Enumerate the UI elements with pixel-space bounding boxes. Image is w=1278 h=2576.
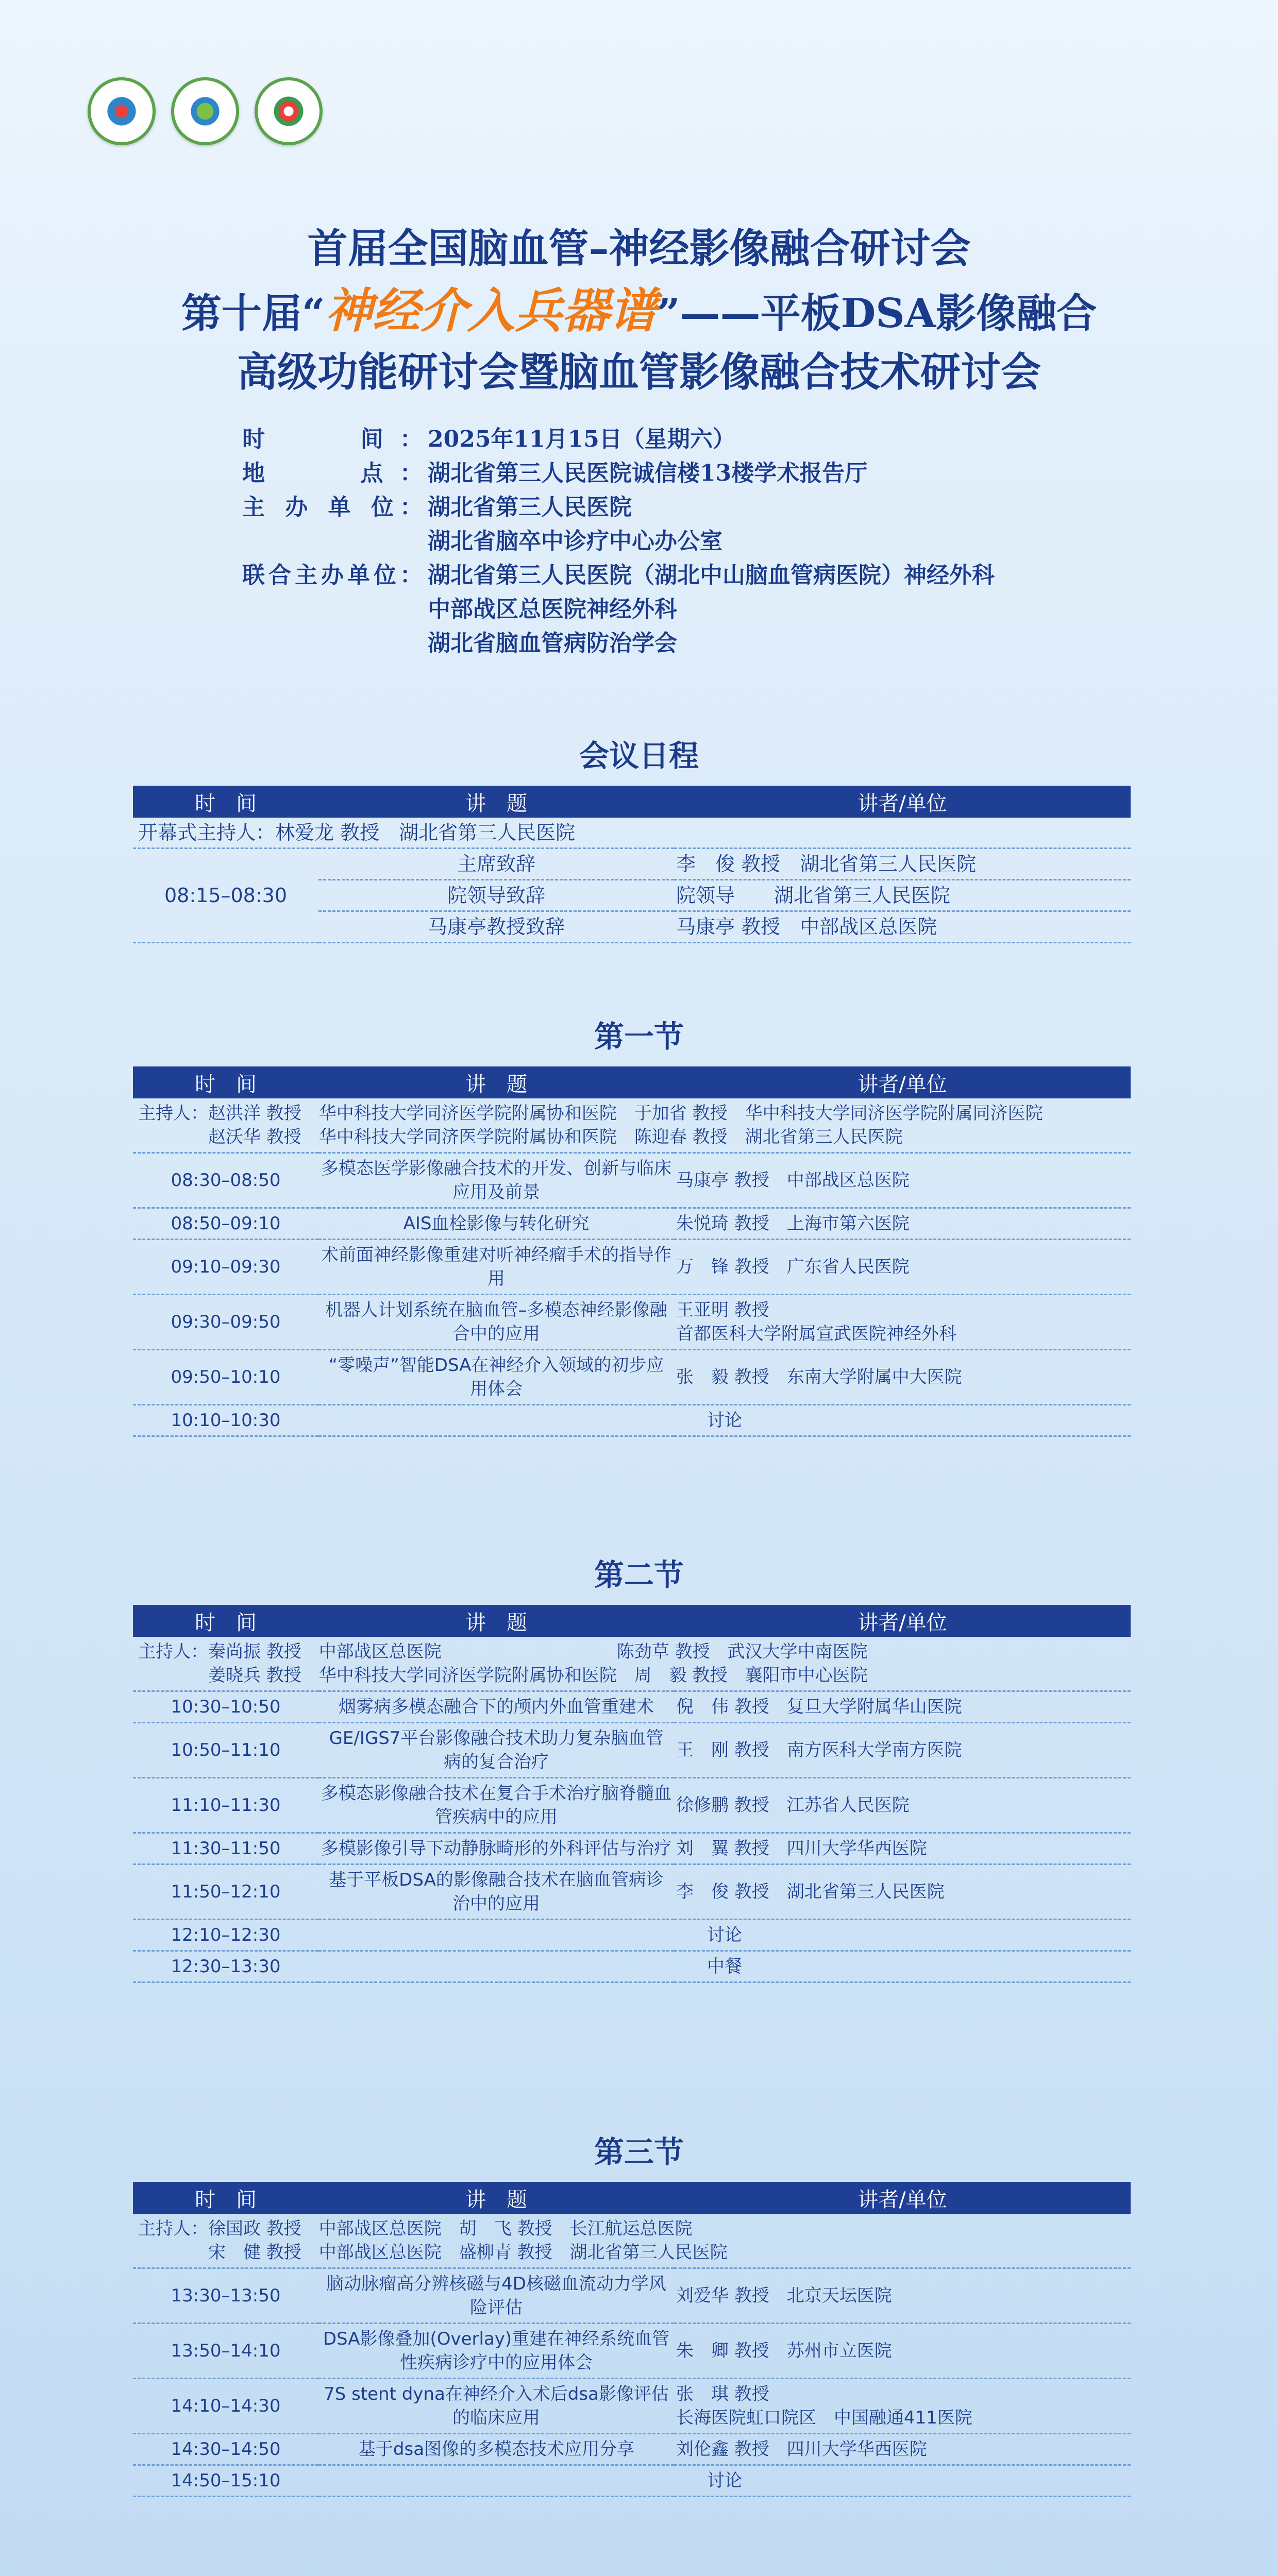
speaker-cell: 马康亭 教授 中部战区总医院 bbox=[674, 1153, 1131, 1208]
section-host bbox=[133, 1098, 1131, 1153]
header-speaker: 讲者/单位 bbox=[674, 1605, 1131, 1637]
hospital-logo-3 bbox=[255, 77, 323, 145]
header-topic: 讲 题 bbox=[318, 1605, 674, 1637]
topic-cell: 讨论 bbox=[318, 1405, 1131, 1436]
speaker-cell: 刘 翼 教授 四川大学华西医院 bbox=[674, 1833, 1131, 1865]
table-row bbox=[133, 1920, 1131, 1951]
place-key: 地 点： bbox=[242, 460, 423, 486]
table-row bbox=[133, 2434, 1131, 2465]
speaker-cell: 倪 伟 教授 复旦大学附属华山医院 bbox=[674, 1691, 1131, 1723]
speaker-cell: 朱悦琦 教授 上海市第六医院 bbox=[674, 1208, 1131, 1240]
section-2-title: 第二节 bbox=[594, 1557, 684, 1592]
topic-cell: 脑动脉瘤高分辨核磁与4D核磁血流动力学风险评估 bbox=[318, 2268, 674, 2324]
title-line-3: 高级功能研讨会暨脑血管影像融合技术研讨会 bbox=[237, 349, 1041, 396]
co-host-value-2: 中部战区总医院神经外科 bbox=[428, 596, 677, 622]
speaker-cell: 张 毅 教授 东南大学附属中大医院 bbox=[674, 1350, 1131, 1405]
title-line-2 bbox=[0, 273, 1278, 341]
time-cell: 11:50–12:10 bbox=[133, 1865, 318, 1920]
time-key: 时 间： bbox=[242, 426, 423, 452]
topic-cell: 院领导致辞 bbox=[318, 880, 674, 911]
table-row bbox=[133, 2465, 1131, 2497]
speaker-cell: 张 琪 教授 长海医院虹口院区 中国融通411医院 bbox=[674, 2379, 1131, 2434]
table-row bbox=[133, 1778, 1131, 1833]
table-row bbox=[133, 2324, 1131, 2379]
topic-cell: 讨论 bbox=[318, 2465, 1131, 2497]
topic-cell: 中餐 bbox=[318, 1951, 1131, 1982]
place-value: 湖北省第三人民医院诚信楼13楼学术报告厅 bbox=[428, 460, 868, 486]
table-row bbox=[133, 1865, 1131, 1920]
table-row bbox=[133, 1833, 1131, 1865]
co-host-key: 联合主办单位： bbox=[242, 562, 423, 588]
header-topic: 讲 题 bbox=[318, 786, 674, 818]
table-row bbox=[133, 1240, 1131, 1295]
topic-cell: 7S stent dyna在神经介入术后dsa影像评估的临床应用 bbox=[318, 2379, 674, 2434]
schedule-title: 会议日程 bbox=[579, 738, 699, 773]
table-row bbox=[133, 1350, 1131, 1405]
header-topic: 讲 题 bbox=[318, 2182, 674, 2214]
time-cell: 09:50–10:10 bbox=[133, 1350, 318, 1405]
time-cell: 09:10–09:30 bbox=[133, 1240, 318, 1295]
table-row bbox=[133, 2268, 1131, 2324]
section-3-table bbox=[133, 2182, 1131, 2497]
speaker-cell: 徐修鹏 教授 江苏省人民医院 bbox=[674, 1778, 1131, 1833]
topic-cell: GE/IGS7平台影像融合技术助力复杂脑血管病的复合治疗 bbox=[318, 1723, 674, 1778]
speaker-cell: 王 刚 教授 南方医科大学南方医院 bbox=[674, 1723, 1131, 1778]
topic-cell: AIS血栓影像与转化研究 bbox=[318, 1208, 674, 1240]
table-row bbox=[133, 1208, 1131, 1240]
title2-highlight: 神经介入兵器谱 bbox=[325, 283, 657, 338]
time-cell: 11:10–11:30 bbox=[133, 1778, 318, 1833]
header-speaker: 讲者/单位 bbox=[674, 1066, 1131, 1098]
table-row bbox=[133, 1405, 1131, 1436]
table-row bbox=[133, 849, 1131, 880]
topic-cell: 多模态影像融合技术在复合手术治疗脑脊髓血管疾病中的应用 bbox=[318, 1778, 674, 1833]
host-key: 主 办 单 位： bbox=[242, 494, 423, 520]
topic-cell: 术前面神经影像重建对听神经瘤手术的指导作用 bbox=[318, 1240, 674, 1295]
time-cell: 13:30–13:50 bbox=[133, 2268, 318, 2324]
topic-cell: 基于平板DSA的影像融合技术在脑血管病诊治中的应用 bbox=[318, 1865, 674, 1920]
time-cell: 09:30–09:50 bbox=[133, 1295, 318, 1350]
header-time: 时 间 bbox=[133, 786, 318, 818]
table-row bbox=[133, 2379, 1131, 2434]
speaker-cell: 李 俊 教授 湖北省第三人民医院 bbox=[674, 1865, 1131, 1920]
table-row bbox=[133, 1691, 1131, 1723]
logo-row bbox=[88, 77, 323, 145]
topic-cell: 马康亭教授致辞 bbox=[318, 911, 674, 943]
header-time: 时 间 bbox=[133, 2182, 318, 2214]
speaker-cell: 朱 卿 教授 苏州市立医院 bbox=[674, 2324, 1131, 2379]
header-time: 时 间 bbox=[133, 1605, 318, 1637]
host-value-2: 湖北省脑卒中诊疗中心办公室 bbox=[428, 528, 722, 554]
time-cell: 13:50–14:10 bbox=[133, 2324, 318, 2379]
time-cell: 11:30–11:50 bbox=[133, 1833, 318, 1865]
title2-post: ”——平板DSA影像融合 bbox=[657, 290, 1097, 337]
host-line: 主持人：赵洪洋 教授 华中科技大学同济医学院附属协和医院 于加省 教授 华中科技大学同济医学院附属同济医院 bbox=[138, 1103, 1043, 1124]
table-row bbox=[133, 1153, 1131, 1208]
topic-cell: 多模态医学影像融合技术的开发、创新与临床应用及前景 bbox=[318, 1153, 674, 1208]
meeting-info bbox=[242, 422, 995, 660]
header-time: 时 间 bbox=[133, 1066, 318, 1098]
section-2-table bbox=[133, 1605, 1131, 1983]
host-line: 赵沃华 教授 华中科技大学同济医学院附属协和医院 陈迎春 教授 湖北省第三人民医院 bbox=[138, 1127, 903, 1147]
co-host-value-3: 湖北省脑血管病防治学会 bbox=[428, 630, 677, 656]
co-host-value-1: 湖北省第三人民医院（湖北中山脑血管病医院）神经外科 bbox=[428, 562, 995, 588]
topic-cell: 讨论 bbox=[318, 1920, 1131, 1951]
section-1-table bbox=[133, 1066, 1131, 1437]
table-row bbox=[133, 1723, 1131, 1778]
topic-cell: 多模影像引导下动静脉畸形的外科评估与治疗 bbox=[318, 1833, 674, 1865]
time-cell: 10:10–10:30 bbox=[133, 1405, 318, 1436]
section-1-title: 第一节 bbox=[594, 1019, 684, 1054]
host-line: 姜晓兵 教授 华中科技大学同济医学院附属协和医院 周 毅 教授 襄阳市中心医院 bbox=[138, 1665, 868, 1686]
time-cell: 14:30–14:50 bbox=[133, 2434, 318, 2465]
time-cell: 14:50–15:10 bbox=[133, 2465, 318, 2497]
time-cell: 08:30–08:50 bbox=[133, 1153, 318, 1208]
speaker-cell: 王亚明 教授 首都医科大学附属宣武医院神经外科 bbox=[674, 1295, 1131, 1350]
speaker-cell: 刘爱华 教授 北京天坛医院 bbox=[674, 2268, 1131, 2324]
header-speaker: 讲者/单位 bbox=[674, 786, 1131, 818]
title-line-1: 首届全国脑血管–神经影像融合研讨会 bbox=[307, 225, 971, 272]
schedule-table bbox=[133, 786, 1131, 943]
host-value-1: 湖北省第三人民医院 bbox=[428, 494, 632, 520]
time-cell: 08:50–09:10 bbox=[133, 1208, 318, 1240]
header-topic: 讲 题 bbox=[318, 1066, 674, 1098]
section-3-title: 第三节 bbox=[594, 2134, 684, 2170]
topic-cell: DSA影像叠加(Overlay)重建在神经系统血管性疾病诊疗中的应用体会 bbox=[318, 2324, 674, 2379]
speaker-cell: 马康亭 教授 中部战区总医院 bbox=[674, 911, 1131, 943]
speaker-cell: 万 锋 教授 广东省人民医院 bbox=[674, 1240, 1131, 1295]
topic-cell: 烟雾病多模态融合下的颅内外血管重建术 bbox=[318, 1691, 674, 1723]
host-line: 主持人：秦尚振 教授 中部战区总医院 陈劲草 教授 武汉大学中南医院 bbox=[138, 1641, 868, 1662]
time-cell: 10:50–11:10 bbox=[133, 1723, 318, 1778]
table-row bbox=[133, 1951, 1131, 1982]
hospital-logo-1 bbox=[88, 77, 156, 145]
host-line: 主持人：徐国政 教授 中部战区总医院 胡 飞 教授 长江航运总医院 bbox=[138, 2218, 693, 2239]
time-value: 2025年11月15日（星期六） bbox=[428, 426, 735, 452]
time-cell: 08:15–08:30 bbox=[133, 849, 318, 943]
time-cell: 14:10–14:30 bbox=[133, 2379, 318, 2434]
topic-cell: 基于dsa图像的多模态技术应用分享 bbox=[318, 2434, 674, 2465]
speaker-cell: 李 俊 教授 湖北省第三人民医院 bbox=[674, 849, 1131, 880]
table-row bbox=[133, 1295, 1131, 1350]
host-line: 宋 健 教授 中部战区总医院 盛柳青 教授 湖北省第三人民医院 bbox=[138, 2242, 728, 2263]
time-cell: 12:10–12:30 bbox=[133, 1920, 318, 1951]
time-cell: 12:30–13:30 bbox=[133, 1951, 318, 1982]
hospital-logo-2 bbox=[171, 77, 239, 145]
time-cell: 10:30–10:50 bbox=[133, 1691, 318, 1723]
topic-cell: 机器人计划系统在脑血管–多模态神经影像融合中的应用 bbox=[318, 1295, 674, 1350]
section-host bbox=[133, 1637, 1131, 1691]
speaker-cell: 院领导 湖北省第三人民医院 bbox=[674, 880, 1131, 911]
header-speaker: 讲者/单位 bbox=[674, 2182, 1131, 2214]
section-host bbox=[133, 2214, 1131, 2268]
topic-cell: “零噪声”智能DSA在神经介入领域的初步应用体会 bbox=[318, 1350, 674, 1405]
topic-cell: 主席致辞 bbox=[318, 849, 674, 880]
speaker-cell: 刘伦鑫 教授 四川大学华西医院 bbox=[674, 2434, 1131, 2465]
title2-pre: 第十届“ bbox=[181, 290, 325, 337]
opening-host: 开幕式主持人：林爱龙 教授 湖北省第三人民医院 bbox=[133, 818, 1131, 849]
